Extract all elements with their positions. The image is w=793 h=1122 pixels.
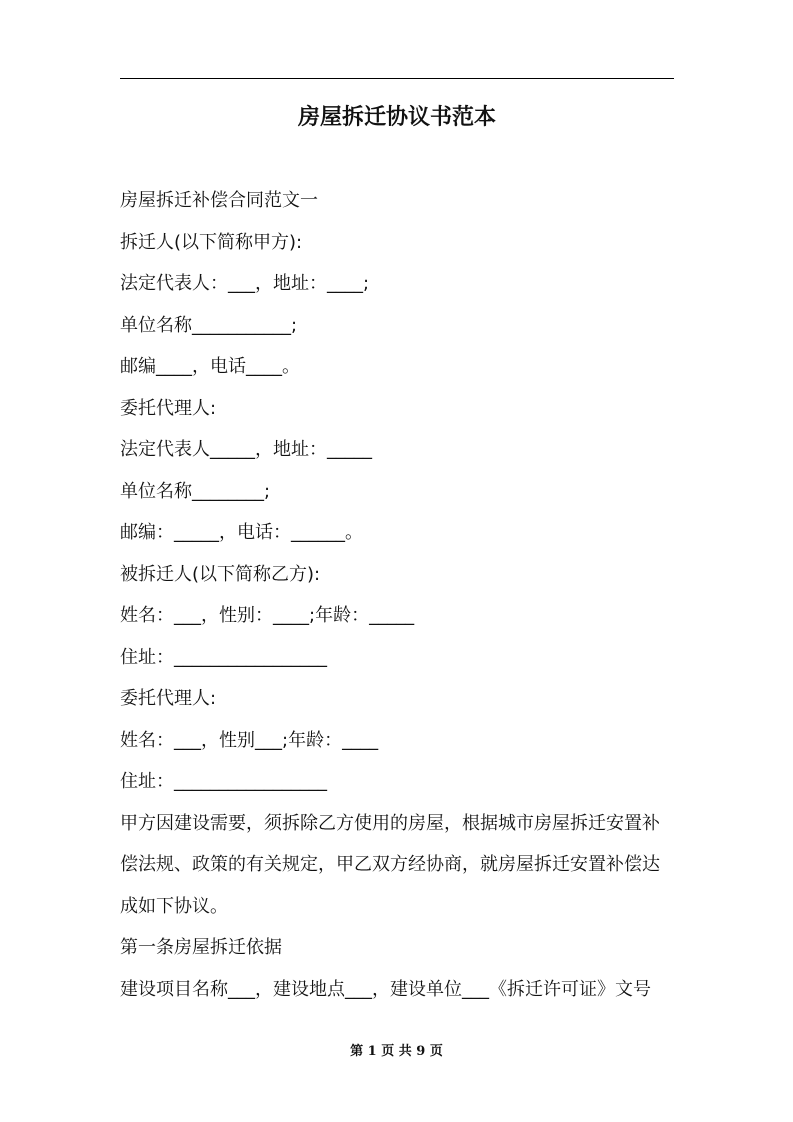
text-line: 甲方因建设需要，须拆除乙方使用的房屋，根据城市房屋拆迁安置补 [120, 812, 660, 834]
text-line: 住址：_________________ [120, 646, 327, 668]
text-line: 单位名称________; [120, 480, 271, 502]
page-number: 第 1 页 共 9 页 [350, 1044, 443, 1059]
text-line: 住址：_________________ [120, 771, 327, 792]
text-line: 法定代表人_____，地址：_____ [120, 439, 372, 460]
text-line: 邮编____，电话____。 [120, 356, 300, 377]
text-line: 建设项目名称___，建设地点___，建设单位___《拆迁许可证》文号 [120, 978, 651, 1000]
text-line: 委托代理人: [120, 397, 217, 419]
text-line: 成如下协议。 [120, 895, 228, 917]
text-line: 法定代表人：___，地址：____; [120, 273, 370, 294]
text-line: 委托代理人: [120, 688, 217, 709]
text-line: 姓名：___，性别___;年龄：____ [120, 729, 379, 751]
text-line: 邮编：_____，电话：______。 [120, 522, 363, 543]
text-line: 拆迁人(以下简称甲方): [120, 231, 303, 253]
section-heading: 第一条房屋拆迁依据 [120, 937, 282, 958]
text-line: 房屋拆迁补偿合同范文一 [120, 190, 318, 211]
header-rule [120, 78, 674, 79]
document-body [120, 180, 680, 1010]
text-line: 被拆迁人(以下简称乙方): [120, 563, 321, 585]
text-line: 单位名称___________; [120, 314, 298, 336]
document-title: 房屋拆迁协议书范本 [297, 105, 496, 130]
text-line: 姓名：___，性别：____;年龄：_____ [120, 605, 415, 626]
text-line: 偿法规、政策的有关规定，甲乙双方经协商，就房屋拆迁安置补偿达 [120, 854, 660, 875]
